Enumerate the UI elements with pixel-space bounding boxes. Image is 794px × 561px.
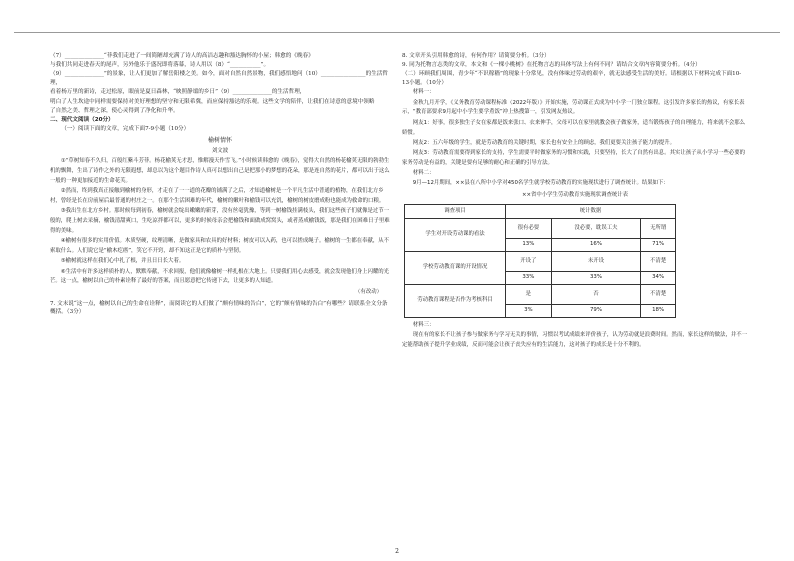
table-cell: 很有必要 — [506, 219, 552, 239]
material-2-title: 材料二： — [412, 170, 435, 177]
article-paragraph: ④榆树有很多的实用价值。木质坚硬，纹理清晰，是做家具和农具的好材料；树皮可以入药，也可以搓成绳子。榆树的一生都在奉献，从不索取什么。人们说它是“榆木疙瘩”，笑它不开窍，却不知这正是它的质朴与坚韧。 — [50, 238, 390, 255]
left-column — [50, 52, 390, 317]
table-cell: 71% — [641, 239, 676, 252]
table-cell: 否 — [551, 285, 640, 305]
material-1-paragraph: 网友1：好事，很多独生子女在家都是饭来张口、衣来伸手，父母可以在家里就教会孩子做家务，适当锻炼孩子的自理能力，将来就不会那么娇惯。 — [402, 119, 746, 136]
table-cell: 33% — [506, 272, 552, 285]
material-2-paragraph: 9月—12月期间，××县在八所中小学对450名学生就学校劳动教育的实施现状进行了调查统计。结果如下： — [412, 180, 669, 187]
right-column — [402, 52, 748, 351]
table-cell: 没必要，耽误工夫 — [551, 219, 640, 239]
table-cell: 18% — [641, 305, 676, 318]
material-3-paragraph: 现在有的家长不让孩子参与做家务与学习无关的事情，习惯以考试成绩来评价孩子，认为劳动就是浪费时间。然而，家长这样的做法，并不一定能帮助孩子提升学业成绩，反而可能会让孩子丧失应有的生活能力，这对孩子的成长是十分不利的。 — [402, 332, 748, 349]
materials — [402, 88, 748, 351]
table-cell: 79% — [551, 305, 640, 318]
table-cell: 不清楚 — [641, 285, 676, 305]
table-row-label: 学生对开设劳动课的看法 — [405, 219, 506, 252]
material-1-paragraph: 金秋九月开学，《义务教育劳动课程标准（2022年版）》开始实施，劳动课正式成为中小学一门独立课程。这引发许多家长的热议，有家长表示，“教育部要求9月起中小学生要学煮饭”冲上热搜第一，引发网友热议。 — [402, 99, 745, 116]
question-7: 7. 文末说“这一点，榆树以自己的生命在诠释”，而阅读它的人们做了“颇有情味的告白”，它的“颇有情味的告白”有哪些？请联系全文分条概括。（3分） — [50, 300, 388, 316]
table-cell: 13% — [506, 239, 552, 252]
material-1-paragraph: 网友2：五六年级的学生，就是劳动教育的关键时期，家长也有安全上的顾虑，我们更要关注孩子能力的提升。 — [412, 139, 675, 146]
table-cell: 34% — [641, 272, 676, 285]
article-title: 榆树情怀 — [207, 136, 232, 144]
q9-fill-line: （9）______________”的景象，让人们更加了解岳阳楼之美。如今，面对自然自然景物，我们感悟地问（10）________________的生活哲理， — [50, 71, 388, 87]
q9-fill-line-3: 明白了人生坎途中同样需要保持对美好理想的坚守和无限希冀，而应保持豁达的乐观。这些文学的陪伴，让我们在诗意的意境中领略 — [50, 98, 375, 105]
article-paragraph: ②然而，终到我真正接触到榆树的身形，才走在了一一道的花瓣的铺满了之后，才知道榆树是一个平凡生活中普通的植物，在我们北方乡村，曾经是长在房前屋后最普通的村庄之一。在那个生活困难的年代，榆树的嫩叶和榆钱可以充饥，榆树的树皮磨成粉也能成为救命的口粮。 — [50, 188, 385, 205]
q9-fill-line-4: 了自然之美、哲理之深，使心灵得到了净化和升华。 — [50, 107, 179, 114]
q7-fill-line: （7）______________“菲我们走进了一间简陋却充满了诗人的高洁志趣和豁达胸怀的小屋；韩愈的《晚春》 — [50, 53, 314, 59]
table-cell: 无所谓 — [641, 219, 676, 239]
table-caption: ××省中小学生劳动教育实施现状调查统计表 — [521, 192, 629, 199]
q9-fill-line-2: 看着杨万里的新诗，走过松原，眼前是夏日森林，“映照静谧的乡日”（9）______________的生活哲理， — [50, 89, 306, 96]
table-row-label: 劳动教育课程是否作为考核科目 — [405, 285, 506, 318]
table-cell: 33% — [551, 272, 640, 285]
question-9: 9. 同为托物言志类的文章，本文和《一棵小桃树》在托物言志的具体写法上有何不同？请结合文章内容简要分析。（4分） — [402, 62, 701, 69]
part-two-instruction: （二）环顾我们周围，青少年“不识稼穑”的现象十分常见，没有体味过劳动的艰辛，就无法感受生活的美好。请根据以下材料完成下面10-13小题。（10分） — [402, 71, 742, 87]
survey-table — [404, 204, 676, 318]
source-note: （有改动） — [355, 288, 382, 295]
table-cell: 开设了 — [506, 252, 552, 272]
article-paragraph: ⑥生活中有许多这样质朴的人，默默奉献，不求回报，他们就像榆树一样扎根在大地上。只要我们用心去感受，就会发现他们身上闪耀的光芒。这一点，榆树以自己的朴素诠释了最好的答案，而且愿意把它传递下去，让更多的人知道。 — [50, 268, 390, 285]
article — [50, 136, 390, 298]
page-number: 2 — [395, 548, 399, 555]
header-rule — [14, 32, 780, 33]
table-cell: 不清楚 — [641, 252, 676, 272]
question-8: 8. 文章开头引用韩愈的诗，有何作用？请简要分析。（3分） — [402, 53, 550, 59]
table-cell: 16% — [551, 239, 640, 252]
table-cell: 未开设 — [551, 252, 640, 272]
q7-fill-line-2: 与我们共同走进春天的尾声，另外他乐于盛况即将落幕，诗人用以（8）“___________”。 — [50, 62, 270, 69]
material-1-paragraph: 网友3：劳动教育需要得到家长的支持，学生需要平时做家务的习惯和实践，只要坚持，长大了自然有出息。其实让孩子从小学习一些必要的家务劳动是有益的，关键是要有足够的耐心和正确的引导方法。 — [402, 150, 746, 166]
table-cell: 是 — [506, 285, 552, 305]
material-3-title: 材料三： — [412, 322, 435, 329]
section-heading: 二、现代文阅读（20分） — [50, 116, 114, 123]
article-author: 刘文波 — [211, 147, 229, 154]
material-1-title: 材料一： — [412, 89, 435, 96]
table-header-item: 调查项目 — [405, 205, 506, 219]
article-paragraph: ③我出生在北方乡村。那时候每到初春，榆树就会绽出嫩嫩的新芽，没有丝毫犹豫，等到一树榆钱挂满枝头，我们这些孩子们就像是过节一般的，爬上树去采摘，榆钱清甜爽口，生吃凉拌都可以，更多的时候母亲会把榆钱和面做成窝窝头，或者蒸成榆钱饭，那是我们在困难日子里难得的美味。 — [50, 208, 390, 234]
article-paragraph: ⑤榆树就这样在我们心中扎了根，并且日日长大着。 — [60, 258, 185, 265]
part-one-instruction: （一）阅读下面的文章，完成下面7-9小题（10分） — [61, 126, 190, 133]
table-header-data: 统计数据 — [506, 205, 676, 219]
article-paragraph: ①“草树知春不久归，百般红紫斗芳菲。杨花榆荚无才思，惟解漫天作雪飞。”小时候读韩愈的《晚春》，觉得大自然的杨花榆荚无限的勃勃生机的飘舞，生出了诗作之外的无限遐想，却总以为这个题目作诗人真可以想出自己是把那小的梦想的花朵，那是连自然的花片，都可以出于这么一般的一种更加接近的生命花芙。 — [50, 158, 390, 185]
table-cell: 3% — [506, 305, 552, 318]
table-row-label: 学校劳动教育课的开设情况 — [405, 252, 506, 285]
